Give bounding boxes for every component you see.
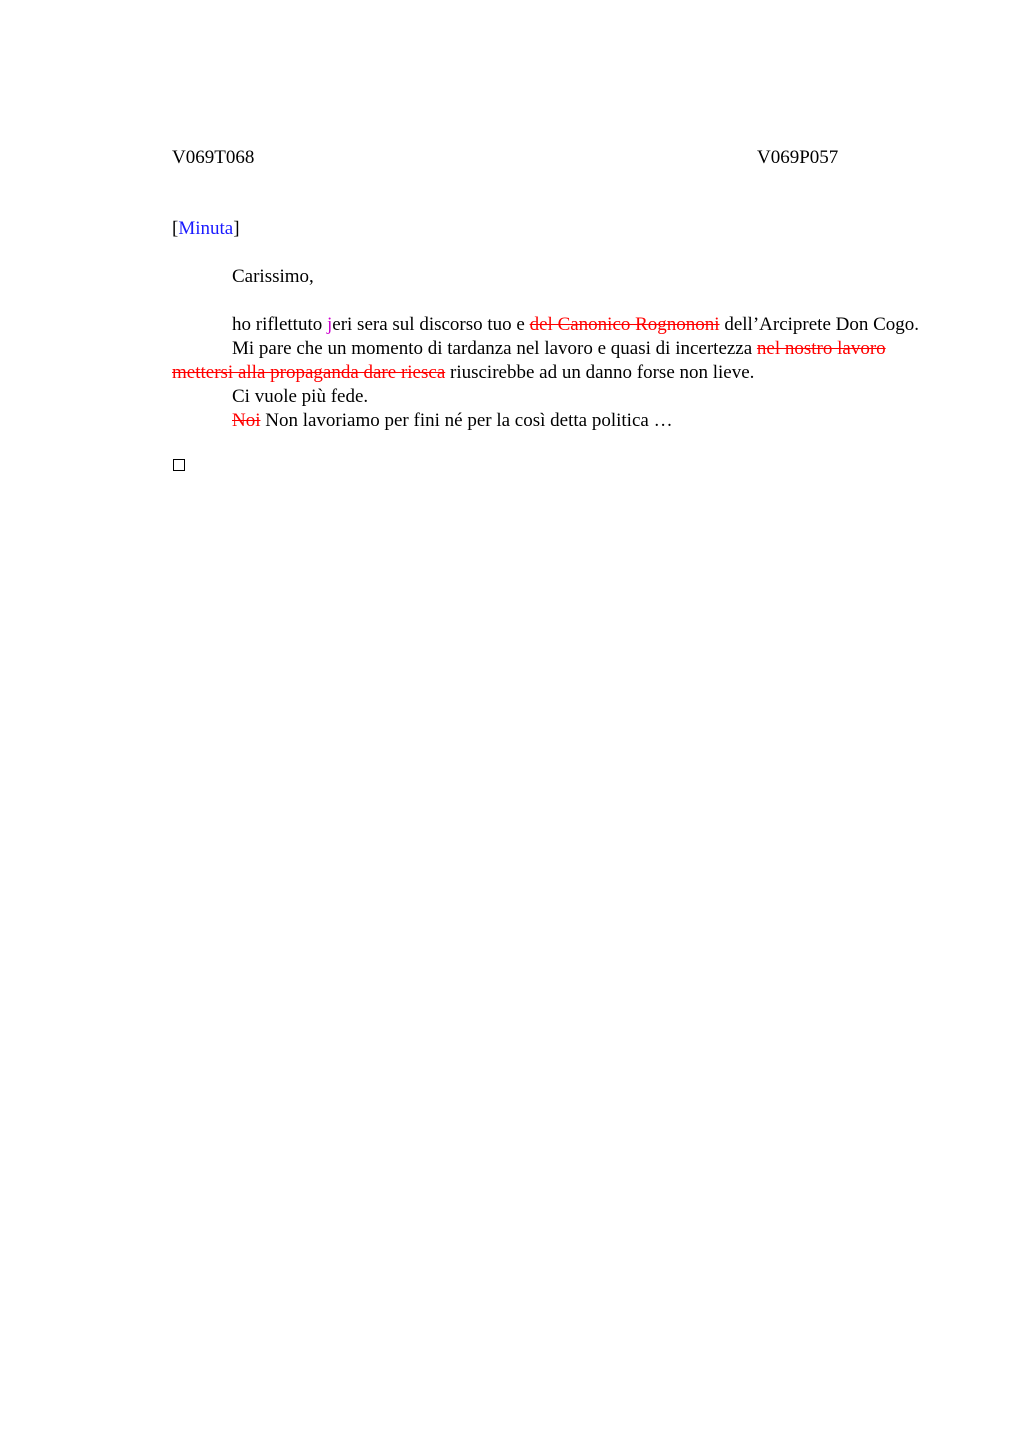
- salutation: Carissimo,: [232, 266, 314, 287]
- inserted-text: j: [326, 314, 333, 335]
- deleted-text: del Canonico Rognononi: [529, 314, 720, 335]
- letter-body: [172, 265, 932, 433]
- end-of-document-box-icon: [173, 459, 185, 471]
- paragraph-3: Ci vuole più fede.: [232, 386, 369, 407]
- text-segment: eri sera sul discorso tuo e: [332, 314, 530, 335]
- bracket-open: [: [172, 218, 179, 239]
- paragraph-4: [172, 409, 932, 433]
- text-segment: riuscirebbe ad un danno forse non lieve.: [445, 362, 755, 383]
- deleted-text: nel nostro lavoro mettersi alla propaganda dare riesca: [172, 338, 886, 383]
- document-type-link[interactable]: Minuta: [178, 218, 234, 239]
- text-segment: ho riflettuto: [232, 314, 327, 335]
- document-code-left: V069T068: [172, 147, 255, 168]
- text-segment: dell’Arciprete Don Cogo.: [719, 314, 920, 335]
- paragraph-2: [172, 337, 932, 385]
- document-type: [172, 217, 240, 241]
- paragraph-1: [172, 313, 932, 337]
- text-segment: Mi pare che un momento di tardanza nel lavoro e quasi di incertezza: [232, 338, 757, 359]
- document-code-right: V069P057: [757, 147, 839, 168]
- text-segment: Non lavoriamo per fini né per la così detta politica …: [260, 410, 673, 431]
- deleted-text: Noi: [232, 410, 261, 431]
- bracket-close: ]: [233, 218, 240, 239]
